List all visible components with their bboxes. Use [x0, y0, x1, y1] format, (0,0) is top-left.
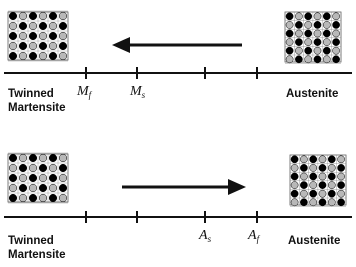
atom	[59, 164, 67, 172]
austenite-label-top: Austenite	[286, 88, 339, 100]
atom	[29, 154, 37, 162]
atom	[328, 164, 335, 171]
atom	[39, 12, 47, 20]
atom	[59, 22, 67, 30]
atom	[19, 12, 27, 20]
atom	[333, 47, 340, 54]
atom	[314, 56, 321, 63]
atom	[319, 190, 326, 197]
martensite-label-top-line1: Twinned	[8, 88, 54, 100]
atom	[305, 13, 312, 20]
heating-panel	[4, 153, 352, 261]
atom	[29, 32, 37, 40]
twinned-martensite-lattice-icon	[8, 11, 68, 61]
atom	[310, 199, 317, 206]
atom	[29, 52, 37, 60]
atom	[305, 39, 312, 46]
atom	[9, 12, 17, 20]
atom	[9, 174, 17, 182]
austenite-lattice-icon	[285, 12, 341, 64]
atom	[338, 190, 345, 197]
atom	[19, 174, 27, 182]
atom	[49, 22, 57, 30]
atom	[59, 52, 67, 60]
atom	[300, 173, 307, 180]
atom	[49, 42, 57, 50]
atom	[338, 164, 345, 171]
atom	[286, 47, 293, 54]
atom	[323, 56, 330, 63]
martensite-label-bottom-line1: Twinned	[8, 235, 54, 247]
atom	[29, 184, 37, 192]
atom	[39, 174, 47, 182]
atom	[328, 190, 335, 197]
atom	[314, 21, 321, 28]
atom	[314, 30, 321, 37]
atom	[310, 156, 317, 163]
atom	[310, 164, 317, 171]
atom	[333, 21, 340, 28]
atom	[59, 154, 67, 162]
austenite-lattice-icon	[290, 155, 346, 207]
atom	[39, 164, 47, 172]
atom	[333, 13, 340, 20]
atom	[59, 12, 67, 20]
atom	[300, 156, 307, 163]
atom	[29, 42, 37, 50]
atom	[323, 30, 330, 37]
atom	[39, 184, 47, 192]
atom	[291, 164, 298, 171]
atom	[49, 52, 57, 60]
atom	[300, 164, 307, 171]
atom	[319, 156, 326, 163]
atom	[319, 173, 326, 180]
martensite-label-top-line2: Martensite	[8, 102, 66, 114]
atom	[9, 42, 17, 50]
atom	[338, 199, 345, 206]
atom	[19, 22, 27, 30]
atom	[333, 56, 340, 63]
atom	[39, 52, 47, 60]
atom	[39, 42, 47, 50]
atom	[59, 32, 67, 40]
atom	[59, 194, 67, 202]
atom	[333, 30, 340, 37]
atom	[19, 164, 27, 172]
atom	[333, 39, 340, 46]
atom	[295, 56, 302, 63]
heating-arrow	[122, 179, 246, 195]
mf-label: Mf	[77, 84, 92, 100]
as-label: As	[199, 228, 212, 244]
atom	[9, 22, 17, 30]
atom	[305, 30, 312, 37]
atom	[39, 194, 47, 202]
austenite-label-bottom: Austenite	[288, 235, 341, 247]
atom	[49, 12, 57, 20]
atom	[39, 22, 47, 30]
atom	[19, 42, 27, 50]
atom	[49, 194, 57, 202]
atom	[49, 154, 57, 162]
atom	[319, 182, 326, 189]
atom	[310, 190, 317, 197]
atom	[305, 47, 312, 54]
atom	[305, 56, 312, 63]
atom	[19, 52, 27, 60]
atom	[300, 182, 307, 189]
atom	[19, 154, 27, 162]
atom	[39, 32, 47, 40]
atom	[338, 182, 345, 189]
atom	[291, 156, 298, 163]
cooling-arrow	[112, 37, 242, 53]
atom	[323, 39, 330, 46]
atom	[291, 173, 298, 180]
atom	[314, 47, 321, 54]
atom	[29, 164, 37, 172]
atom	[291, 199, 298, 206]
ms-label: Ms	[130, 84, 146, 100]
atom	[305, 21, 312, 28]
atom	[19, 184, 27, 192]
atom	[286, 56, 293, 63]
atom	[19, 194, 27, 202]
atom	[328, 173, 335, 180]
atom	[328, 156, 335, 163]
atom	[295, 39, 302, 46]
atom	[328, 182, 335, 189]
atom	[9, 52, 17, 60]
atom	[9, 32, 17, 40]
atom	[9, 194, 17, 202]
atom	[49, 174, 57, 182]
atom	[295, 21, 302, 28]
atom	[286, 30, 293, 37]
martensite-label-bottom-line2: Martensite	[8, 249, 66, 261]
atom	[323, 47, 330, 54]
atom	[310, 182, 317, 189]
atom	[295, 47, 302, 54]
atom	[29, 12, 37, 20]
atom	[49, 164, 57, 172]
atom	[49, 32, 57, 40]
atom	[9, 164, 17, 172]
atom	[291, 182, 298, 189]
atom	[286, 21, 293, 28]
atom	[286, 39, 293, 46]
atom	[59, 42, 67, 50]
atom	[9, 184, 17, 192]
atom	[9, 154, 17, 162]
atom	[300, 190, 307, 197]
atom	[39, 154, 47, 162]
twinned-martensite-lattice-icon	[8, 153, 68, 203]
atom	[310, 173, 317, 180]
atom	[295, 13, 302, 20]
atom	[323, 13, 330, 20]
cooling-panel	[4, 11, 352, 114]
atom	[286, 13, 293, 20]
atom	[59, 174, 67, 182]
atom	[319, 199, 326, 206]
atom	[300, 199, 307, 206]
atom	[29, 194, 37, 202]
atom	[328, 199, 335, 206]
atom	[19, 32, 27, 40]
atom	[319, 164, 326, 171]
atom	[314, 39, 321, 46]
af-label: Af	[248, 228, 260, 244]
atom	[295, 30, 302, 37]
atom	[29, 22, 37, 30]
atom	[29, 174, 37, 182]
atom	[338, 173, 345, 180]
atom	[49, 184, 57, 192]
atom	[323, 21, 330, 28]
atom	[291, 190, 298, 197]
atom	[338, 156, 345, 163]
atom	[59, 184, 67, 192]
atom	[314, 13, 321, 20]
